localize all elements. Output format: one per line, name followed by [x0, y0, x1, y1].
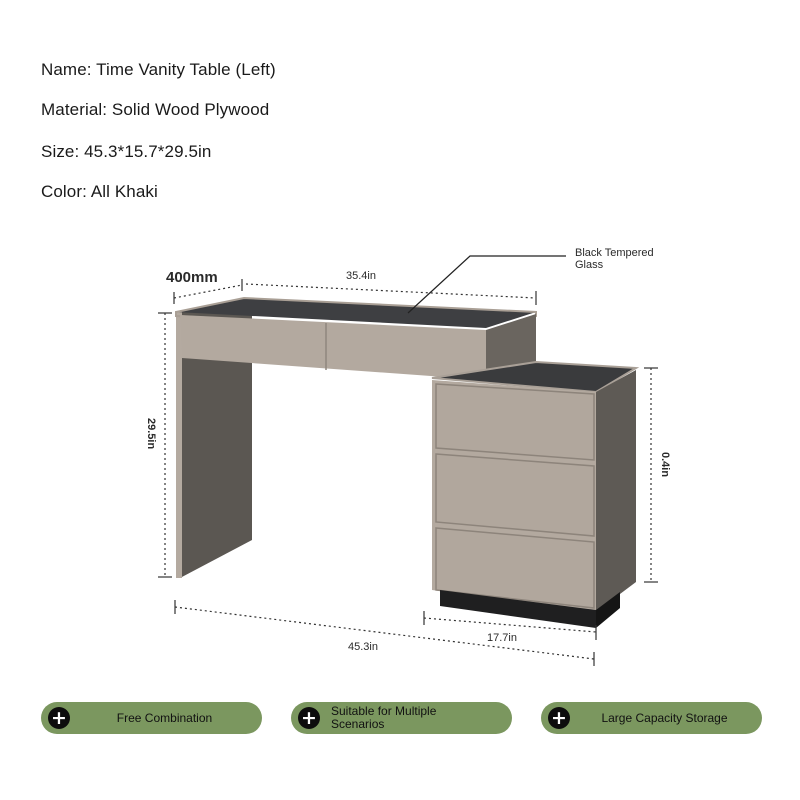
- height-label: 29.5in: [145, 418, 157, 450]
- product-name: Name: Time Vanity Table (Left): [41, 60, 276, 79]
- drawer-2: [436, 454, 594, 536]
- feature-label: [331, 705, 502, 731]
- feature-label-line-2: Scenarios: [331, 717, 385, 731]
- cabinet-height-label: 0.4in: [659, 452, 671, 478]
- total-width-label: 45.3in: [348, 641, 378, 653]
- feature-label: Large Capacity Storage: [601, 710, 728, 725]
- product-color: Color: All Khaki: [41, 182, 158, 201]
- feature-badge-multiple-scenarios: [291, 702, 512, 734]
- left-leg-edge: [176, 312, 182, 578]
- cabinet-width-label: 17.7in: [487, 632, 517, 644]
- feature-badge-large-capacity: [541, 702, 762, 734]
- drawer-1: [436, 384, 594, 460]
- feature-label-line-1: Suitable for Multiple: [331, 704, 437, 718]
- feature-label: Free Combination: [116, 710, 213, 725]
- plus-icon: +: [548, 707, 570, 729]
- callout-line-2: Glass: [575, 259, 604, 271]
- product-material: Material: Solid Wood Plywood: [41, 100, 270, 119]
- cabinet-side: [596, 370, 636, 612]
- callout-line-1: Black Tempered: [575, 247, 654, 259]
- product-size: Size: 45.3*15.7*29.5in: [41, 142, 212, 161]
- top-width-label: 35.4in: [346, 270, 376, 282]
- plus-icon: +: [298, 707, 320, 729]
- feature-badge-free-combination: [41, 702, 262, 734]
- depth-label: 400mm: [166, 269, 218, 286]
- plus-icon: +: [48, 707, 70, 729]
